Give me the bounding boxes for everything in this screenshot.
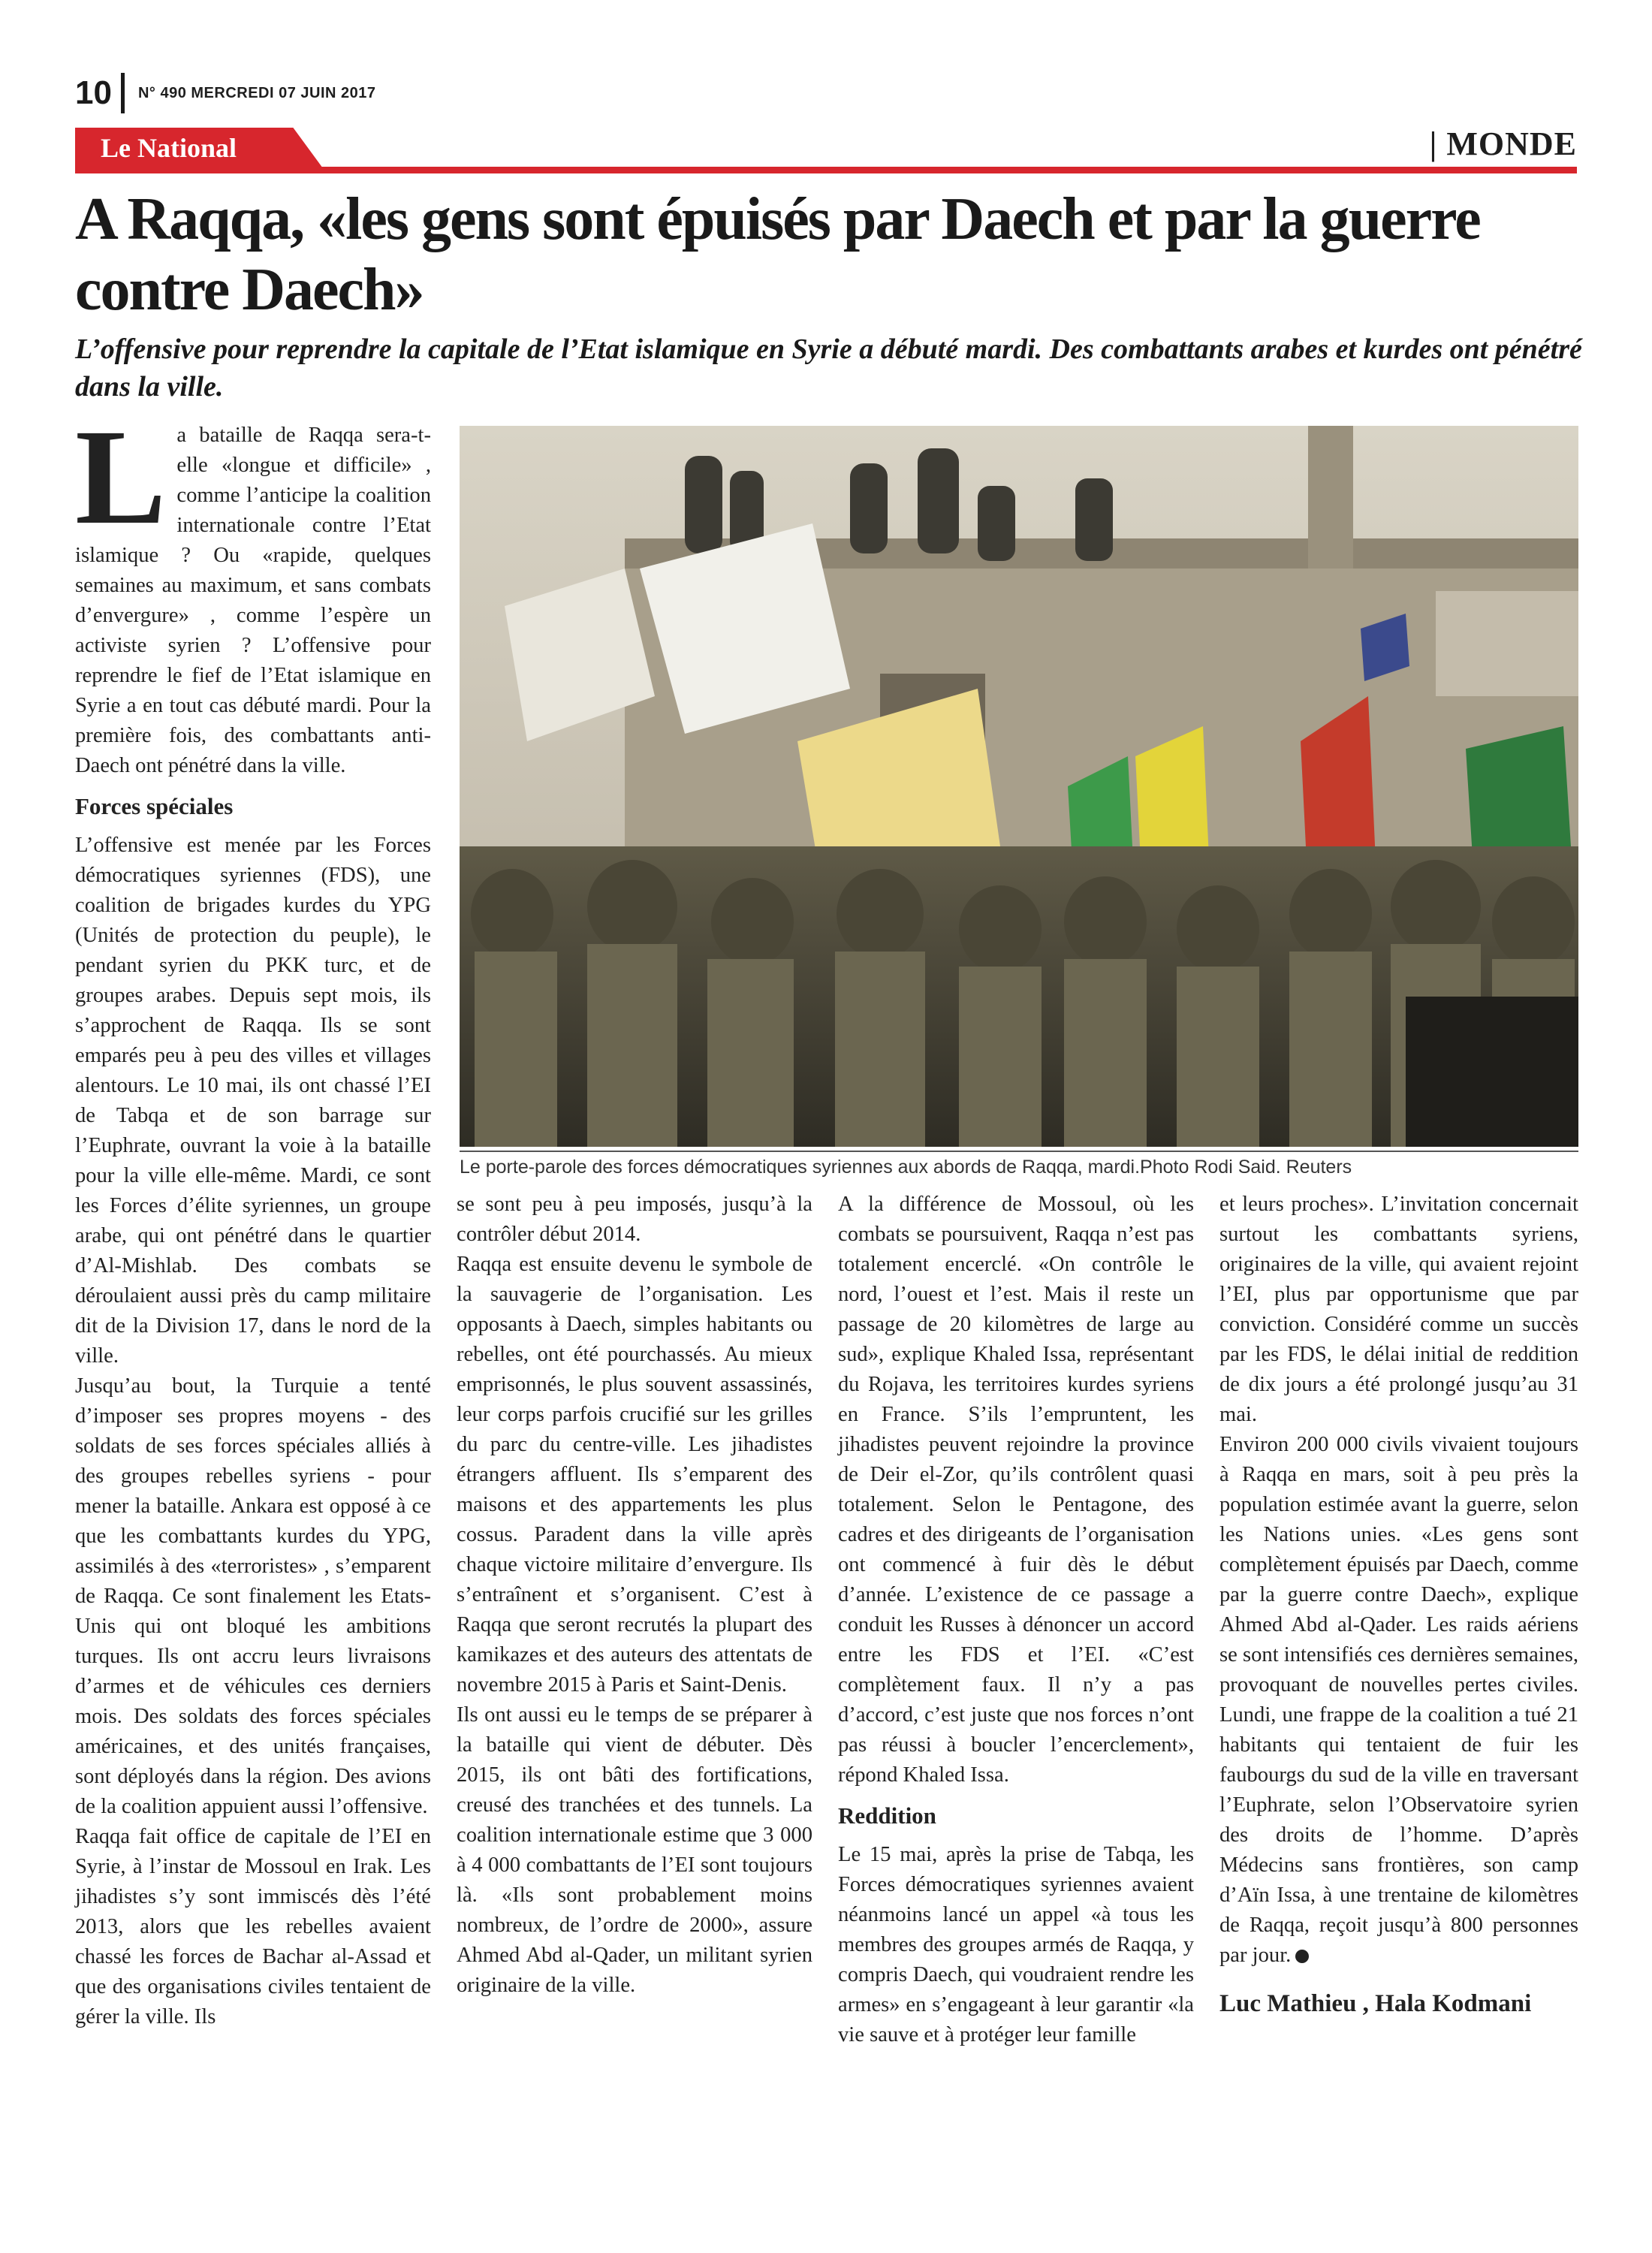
header-rule [75, 167, 1577, 173]
paragraph: Jusqu’au bout, la Turquie a tenté d’imposer ses propres moyens - des soldats de ses forces spéciales alliés à des groupes rebelles syriens - pour mener la bataille. Ankara est opposé à ce que les combattants kurdes du YPG, assimilés à des «terroristes» , s’emparent de Raqqa. Ce sont finalement les Etats-Unis qui ont bloqué les ambitions turques. Ils ont accru leurs livraisons d’armes et de véhicules ces derniers mois. Des soldats des forces spéciales américaines, et des unités françaises, sont déployés dans la région. Des avions de la coalition appuient aussi l’offensive. [75, 1374, 431, 1818]
paragraph-text: Environ 200 000 civils vivaient toujours à Raqqa en mars, soit à peu près la population estimée avant la guerre, selon les Nations unies. «Les gens sont complètement épuisés par Daech, comme par la guerre contre Daech», explique Ahmed Abd al-Qader. Les raids aériens se sont intensifiés ces dernières semaines, provoquant de nouvelles pertes civiles. Lundi, une frappe de la coalition a tué 21 habitants qui tentaient de fuir les faubourgs du sud de la ville en traversant l’Euphrate, selon l’Observatoire syrien des droits de l’homme. D’après Médecins sans frontières, son camp d’Aïn Issa, à une trentaine de kilomètres de Raqqa, reçoit jusqu’à 800 personnes par jour. [1219, 1433, 1579, 1967]
column-1 [75, 402, 431, 2032]
lead-paragraph [75, 402, 431, 781]
photo-caption: Le porte-parole des forces démocratiques syriennes aux abords de Raqqa, mardi.Photo Rodi Said. Reuters [460, 1157, 1352, 1178]
folio [75, 69, 376, 117]
section-label: | MONDE [1429, 125, 1577, 162]
paragraph: Raqqa est ensuite devenu le symbole de la sauvagerie de l’organisation. Les opposants à Daech, simples habitants ou rebelles, ont été pourchassés. Au mieux emprisonnés, le plus souvent assassinés, leur corps parfois crucifié sur les grilles du parc du centre-ville. Les jihadistes étrangers affluent. Ils s’emparent des maisons et des appartements les plus cossus. Paradent dans la ville après chaque victoire militaire d’envergure. Ils s’entraînent et s’organisent. C’est à Raqqa que seront recrutés la plupart des kamikazes et des auteurs des attentats de novembre 2015 à Paris et Saint-Denis. [457, 1253, 812, 1697]
subhead-reddition: Reddition [838, 1802, 936, 1829]
caption-rule [460, 1151, 1578, 1152]
paragraph: et leurs proches». L’invitation concernait surtout les combattants syriens, originaires de la ville, qui avaient rejoint l’EI, plus par opportunisme que par conviction. Considéré comme un succès par les FDS, le délai initial de reddition de dix jours a été prolongé jusqu’au 31 mai. [1219, 1193, 1578, 1426]
paragraph: A la différence de Mossoul, où les combats se poursuivent, Raqqa n’est pas totalement encerclé. «On contrôle le nord, l’ouest et l’est. Mais il reste un passage de 20 kilomètres de large au sud», explique Khaled Issa, représentant du Rojava, les territoires kurdes syriens en France. S’ils l’empruntent, les jihadistes peuvent rejoindre la province de Deir el-Zor, qu’ils contrôlent quasi totalement. Selon le Pentagone, des cadres et des dirigeants de l’organisation ont commencé à fuir dès le début d’année. L’existence de ce passage a conduit les Russes à dénoncer un accord entre les FDS et l’EI. «C’est complètement faux. Il n’y a pas d’accord, c’est juste que nos forces n’ont pas réussi à boucler l’encerclement», répond Khaled Issa. [838, 1193, 1194, 1787]
paragraph-text: a bataille de Raqqa sera-t-elle «longue et difficile» , comme l’anticipe la coalition internationale contre l’Etat islamique ? Ou «rapide, quelques semaines au maximum, et sans combats d’envergure» , comme l’espère un activiste syrien ? L’offensive pour reprendre le fief de l’Etat islamique en Syrie a en tout cas débuté mardi. Pour la première fois, des combattants anti-Daech ont pénétré dans la ville. [75, 424, 431, 777]
issue-date: N° 490 MERCREDI 07 JUIN 2017 [137, 84, 376, 101]
paragraph: se sont peu à peu imposés, jusqu’à la contrôler début 2014. [457, 1193, 812, 1246]
paragraph: Ils ont aussi eu le temps de se préparer à la bataille qui vient de débuter. Dès 2015, ils ont bâti des fortifications, creusé des tranchées et des tunnels. La coalition internationale estime que 3 000 à 4 000 combattants de l’EI sont toujours là. «Ils sont probablement moins nombreux, de l’ordre de 2000», assure Ahmed Abd al-Qader, un militant syrien originaire de la ville. [457, 1703, 812, 1997]
standfirst: L’offensive pour reprendre la capitale de l’Etat islamique en Syrie a débuté mardi. Des combattants arabes et kurdes ont pénétré dans la ville. [75, 333, 1582, 403]
byline: Luc Mathieu , Hala Kodmani [1219, 1990, 1532, 2017]
folio-divider [121, 73, 125, 113]
paragraph-final [1219, 1430, 1578, 1971]
page-number: 10 [75, 74, 112, 111]
brand-name: Le National [101, 133, 237, 163]
column-2 [457, 1190, 812, 2001]
news-photo [460, 426, 1578, 1147]
drop-cap: L [75, 402, 167, 553]
headline: A Raqqa, «les gens sont épuisés par Daech et par la guerre contre Daech» [75, 186, 1480, 323]
end-of-article-icon [1295, 1950, 1309, 1963]
subhead-forces-speciales: Forces spéciales [75, 793, 234, 819]
column-4 [1219, 1190, 1578, 2017]
paragraph: Le 15 mai, après la prise de Tabqa, les Forces démocratiques syriennes avaient néanmoins lancé un appel «à tous les membres des groupes armés de Raqqa, y compris Daech, qui voudraient rendre les armes» en s’engageant à leur garantir «la vie sauve et à protéger leur famille [838, 1843, 1194, 2046]
paragraph: L’offensive est menée par les Forces démocratiques syriennes (FDS), une coalition de brigades kurdes du YPG (Unités de protection du peuple), le pendant syrien du PKK turc, et de groupes arabes. Depuis sept mois, ils s’approchent de Raqqa. Ils se sont emparés peu à peu des villes et villages alentours. Le 10 mai, ils ont chassé l’EI de Tabqa et de son barrage sur l’Euphrate, ouvrant la voie à la bataille pour la ville elle-même. Mardi, ce sont les Forces d’élite syriennes, un groupe arabe, qui ont pénétré dans le quartier d’Al-Mishlab. Des combats se déroulaient aussi près du camp militaire dit de la Division 17, dans le nord de la ville. [75, 834, 431, 1368]
paragraph: Raqqa fait office de capitale de l’EI en Syrie, à l’instar de Mossoul en Irak. Les jihadistes s’y sont immiscés dès l’été 2013, alors que les rebelles avaient chassé les forces de Bachar al-Assad et que des organisations civiles tentaient de gérer la ville. Ils [75, 1825, 431, 2028]
column-3 [838, 1190, 1194, 2050]
